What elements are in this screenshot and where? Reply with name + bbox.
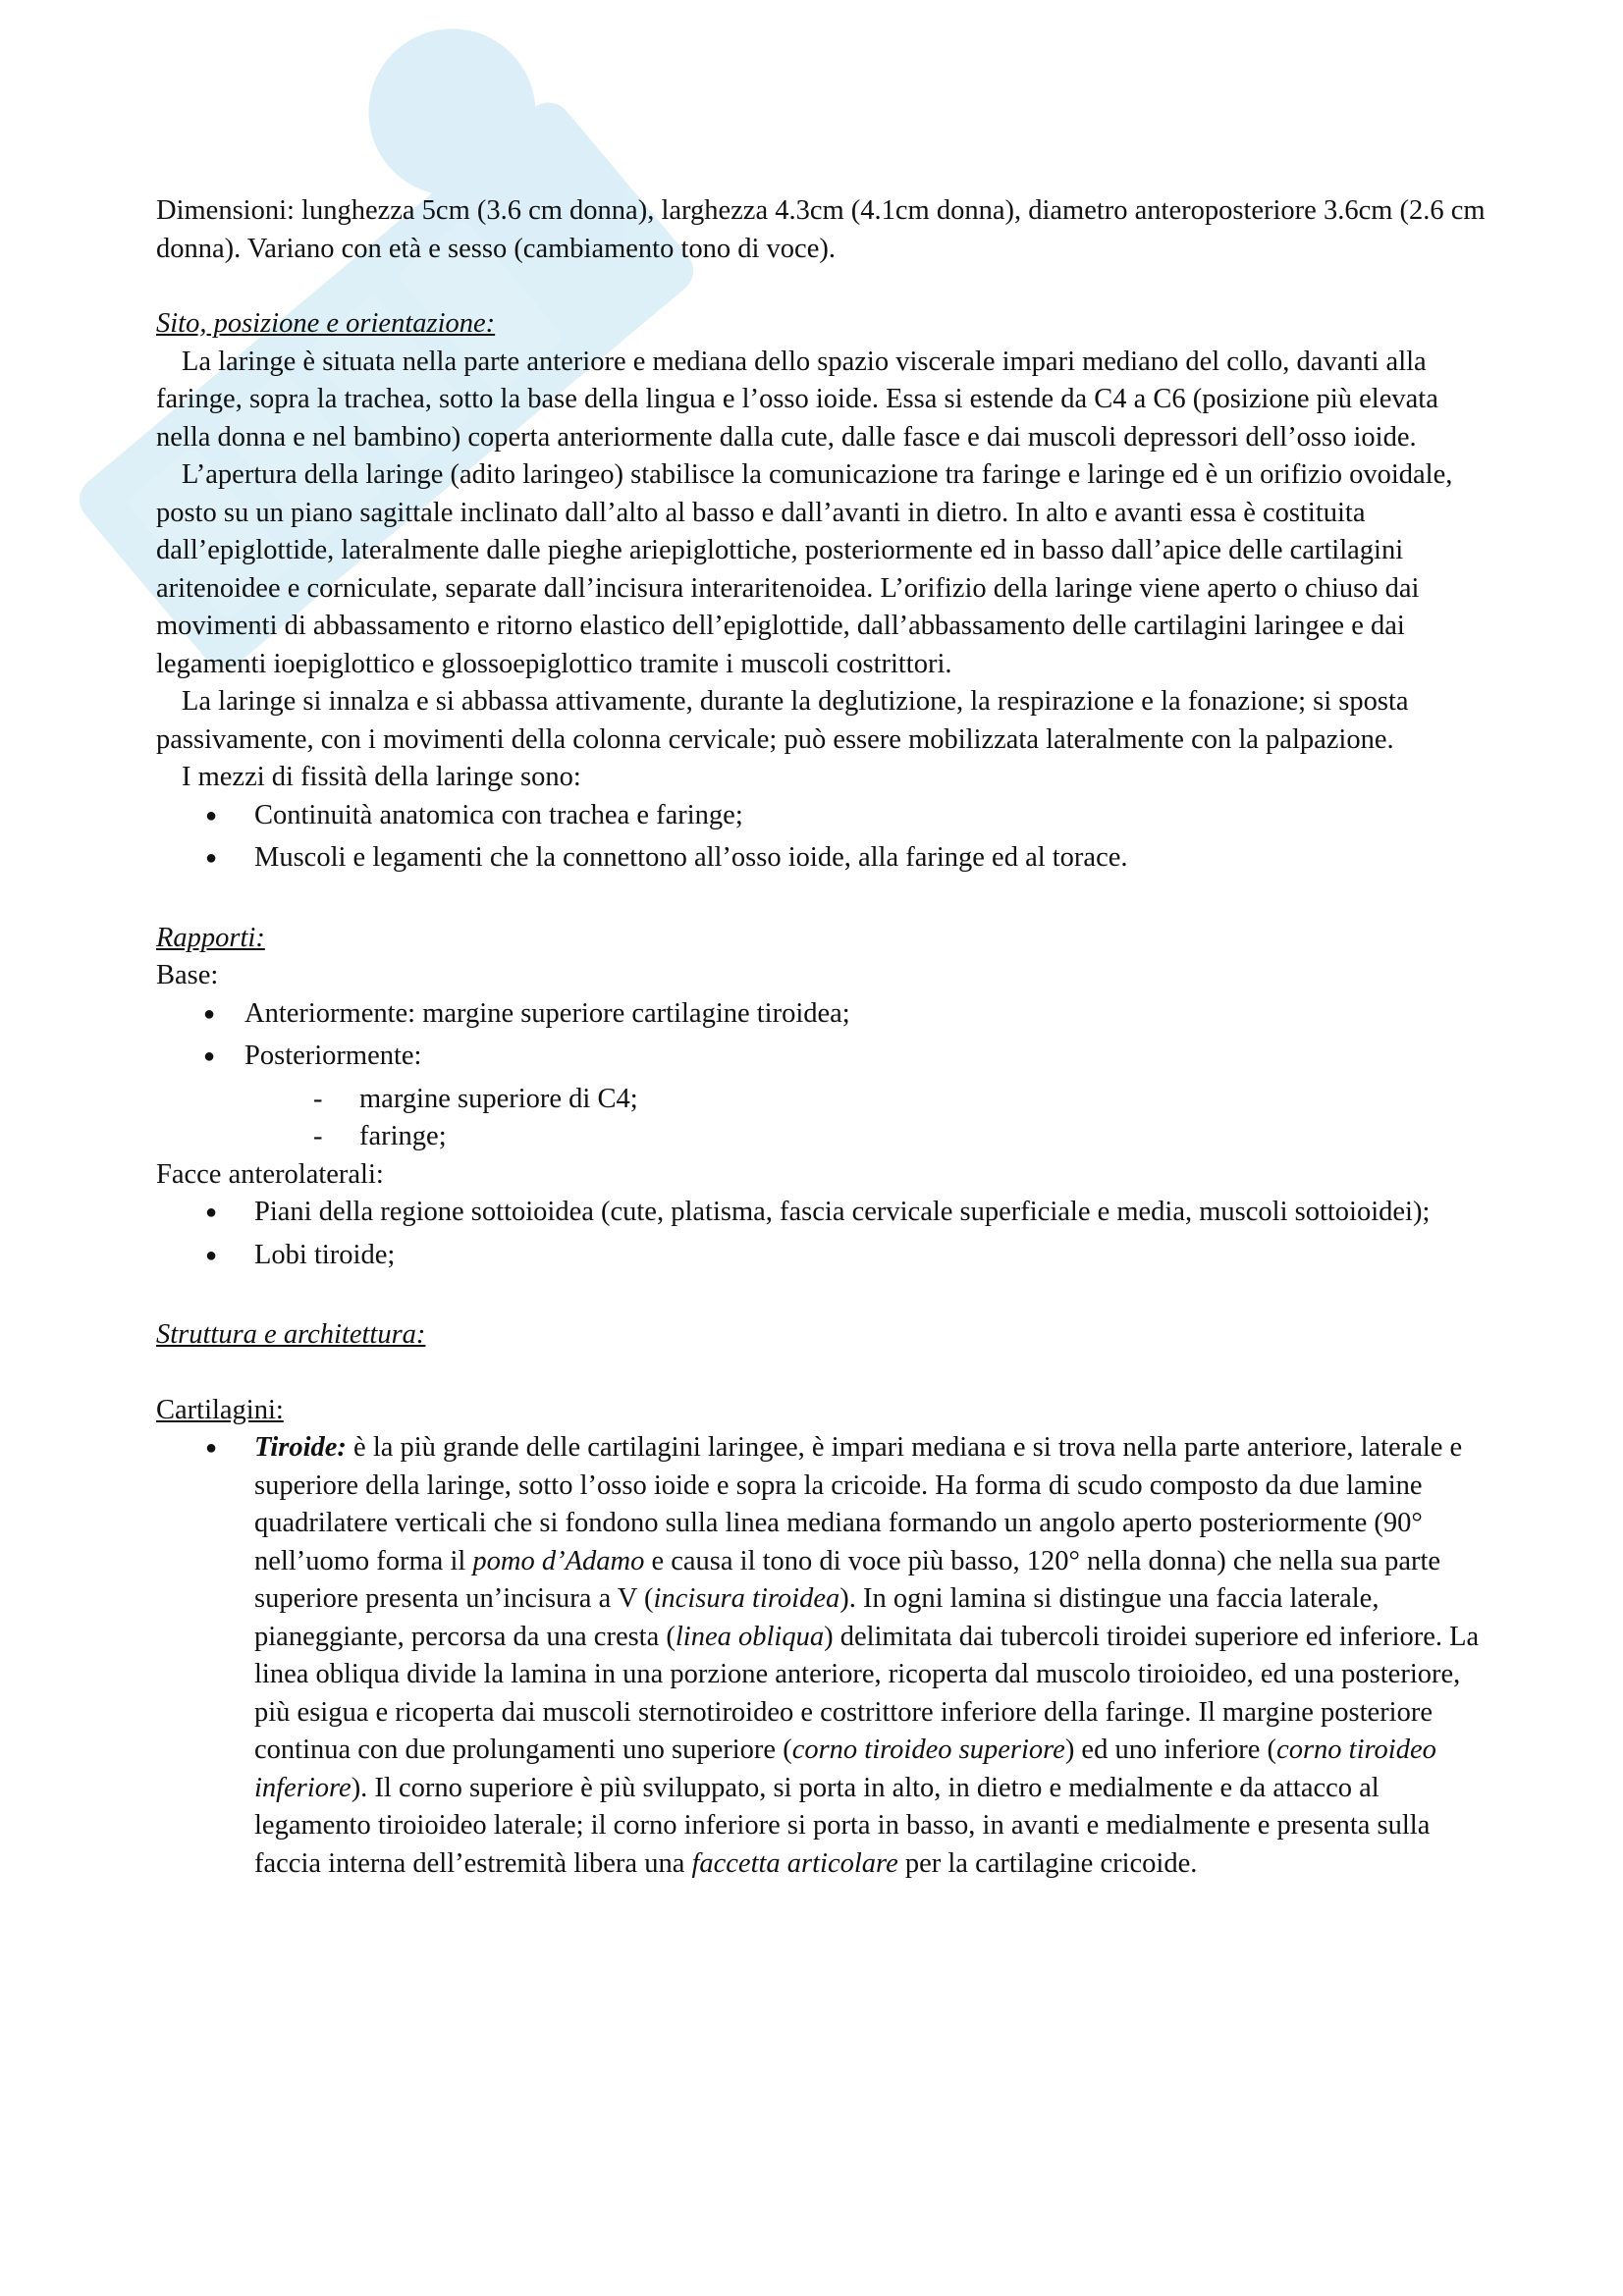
sito-paragraph-1: La laringe è situata nella parte anteriore e mediana dello spazio viscerale impari mediano del collo, davanti alla faringe, sopra la trachea, sotto la base della lingua e l’osso ioide. Essa si estende da C4 a C6 (posizione più elevata nella donna e nel bambino) coperta anteriormente dalla cute, dalle fasce e dai muscoli depressori dell’osso ioide. xyxy=(156,346,1438,453)
list-item: ● Piani della regione sottoioidea (cute, platisma, fascia cervicale superficiale e media, muscoli sottoioidei); xyxy=(156,1194,1491,1232)
list-item: ● Posteriormente: xyxy=(156,1038,1491,1076)
tiroide-text: ) ed uno inferiore ( xyxy=(1064,1735,1277,1765)
base-label: Base: xyxy=(156,960,219,990)
intro-paragraph: Dimensioni: lunghezza 5cm (3.6 cm donna), larghezza 4.3cm (4.1cm donna), diametro anteroposteriore 3.6cm (2.6 cm donna). Variano con età e sesso (cambiamento tono di voce). xyxy=(156,195,1486,264)
sito-paragraph-4: I mezzi di fissità della laringe sono: xyxy=(182,762,581,792)
sito-paragraph-2: L’apertura della laringe (adito laringeo) stabilisce la comunicazione tra faringe e laringe ed è un orifizio ovoidale, posto su un piano sagittale inclinato dall’alto al basso e dall’avanti in dietro. In alto e avanti essa è costituita dall’epiglottide, lateralmente dalle pieghe ariepiglottiche, posteriormente ed in basso dall’apice delle cartilagini aritenoidee e corniculate, separate dall’incisura interaritenoidea. L’orifizio della laringe viene aperto o chiuso dai movimenti di abbassamento e ritorno elastico dell’epiglottide, dall’abbassamento delle cartilagini laringee e dai legamenti ioepiglottico e glossoepiglottico tramite i muscoli costrittori. xyxy=(156,459,1453,679)
base-list xyxy=(156,995,1491,1076)
tiroide-text: e causa il tono di voce più basso, 120° nella donna) che nella sua parte superiore presenta un’incisura a V ( xyxy=(254,1545,1441,1614)
document-page xyxy=(156,192,1491,1883)
tiroide-italic: corno tiroideo superiore xyxy=(791,1735,1065,1765)
sito-paragraph-3: La laringe si innalza e si abbassa attivamente, durante la deglutizione, la respirazione e la fonazione; si sposta passivamente, con i movimenti della colonna cervicale; può essere mobilizzata lateralmente con la palpazione. xyxy=(156,686,1409,755)
tiroide-italic: faccetta articolare xyxy=(691,1847,898,1879)
section-heading-rapporti: Rapporti: xyxy=(156,922,265,953)
list-item: - margine superiore di C4; xyxy=(156,1081,1491,1119)
tiroide-item xyxy=(156,1429,1491,1883)
fissita-list xyxy=(156,797,1491,878)
tiroide-text: ). Il corno superiore è più sviluppato, si porta in alto, in dietro e medialmente e da attacco al legamento tiroioideo laterale; il corno inferiore si porta in basso, in avanti e medialmente e presenta sulla faccia interna dell’estremità libera una xyxy=(254,1772,1431,1879)
section-heading-sito: Sito, posizione e orientazione: xyxy=(156,308,496,339)
tiroide-text: per la cartilagine cricoide. xyxy=(897,1847,1198,1879)
posterior-list xyxy=(156,1081,1491,1156)
facce-label: Facce anterolaterali: xyxy=(156,1158,384,1190)
list-item: ● Muscoli e legamenti che la connettono all’osso ioide, alla faringe ed al torace. xyxy=(156,839,1491,878)
tiroide-text: ). In ogni lamina si distingue una faccia laterale, pianeggiante, percorsa da una cresta ( xyxy=(254,1583,1380,1652)
list-item: ● Anteriormente: margine superiore cartilagine tiroidea; xyxy=(156,995,1491,1034)
facce-list xyxy=(156,1194,1491,1274)
cartilagini-list xyxy=(156,1429,1491,1883)
tiroide-italic: corno tiroideo inferiore xyxy=(254,1735,1436,1803)
cartilagini-label: Cartilagini: xyxy=(156,1394,284,1425)
tiroide-term: Tiroide: xyxy=(254,1432,347,1463)
tiroide-text: è la più grande delle cartilagini laringee, è impari mediana e si trova nella parte anteriore, laterale e superiore della laringe, sotto l’osso ioide e sopra la cricoide. Ha forma di scudo composto da due lamine quadrilatere verticali che si fondono sulla linea mediana formando un angolo aperto posteriormente (90° nell’uomo forma il xyxy=(254,1432,1463,1576)
tiroide-italic: pomo d’Adamo xyxy=(472,1545,645,1576)
tiroide-italic: linea obliqua xyxy=(675,1621,825,1652)
tiroide-text: ) delimitata dai tubercoli tiroidei superiore ed inferiore. La linea obliqua divide la lamina in una porzione anteriore, ricoperta dal muscolo tiroioideo, ed una posteriore, più esigua e ricoperta dai muscoli sternotiroideo e costrittore inferiore della faringe. Il margine posteriore continua con due prolungamenti uno superiore ( xyxy=(254,1621,1480,1765)
section-heading-struttura: Struttura e architettura: xyxy=(156,1319,426,1350)
list-item: ● Lobi tiroide; xyxy=(156,1237,1491,1275)
tiroide-italic: incisura tiroidea xyxy=(653,1583,840,1614)
list-item: - faringe; xyxy=(156,1118,1491,1156)
list-item: ● Continuità anatomica con trachea e faringe; xyxy=(156,797,1491,835)
